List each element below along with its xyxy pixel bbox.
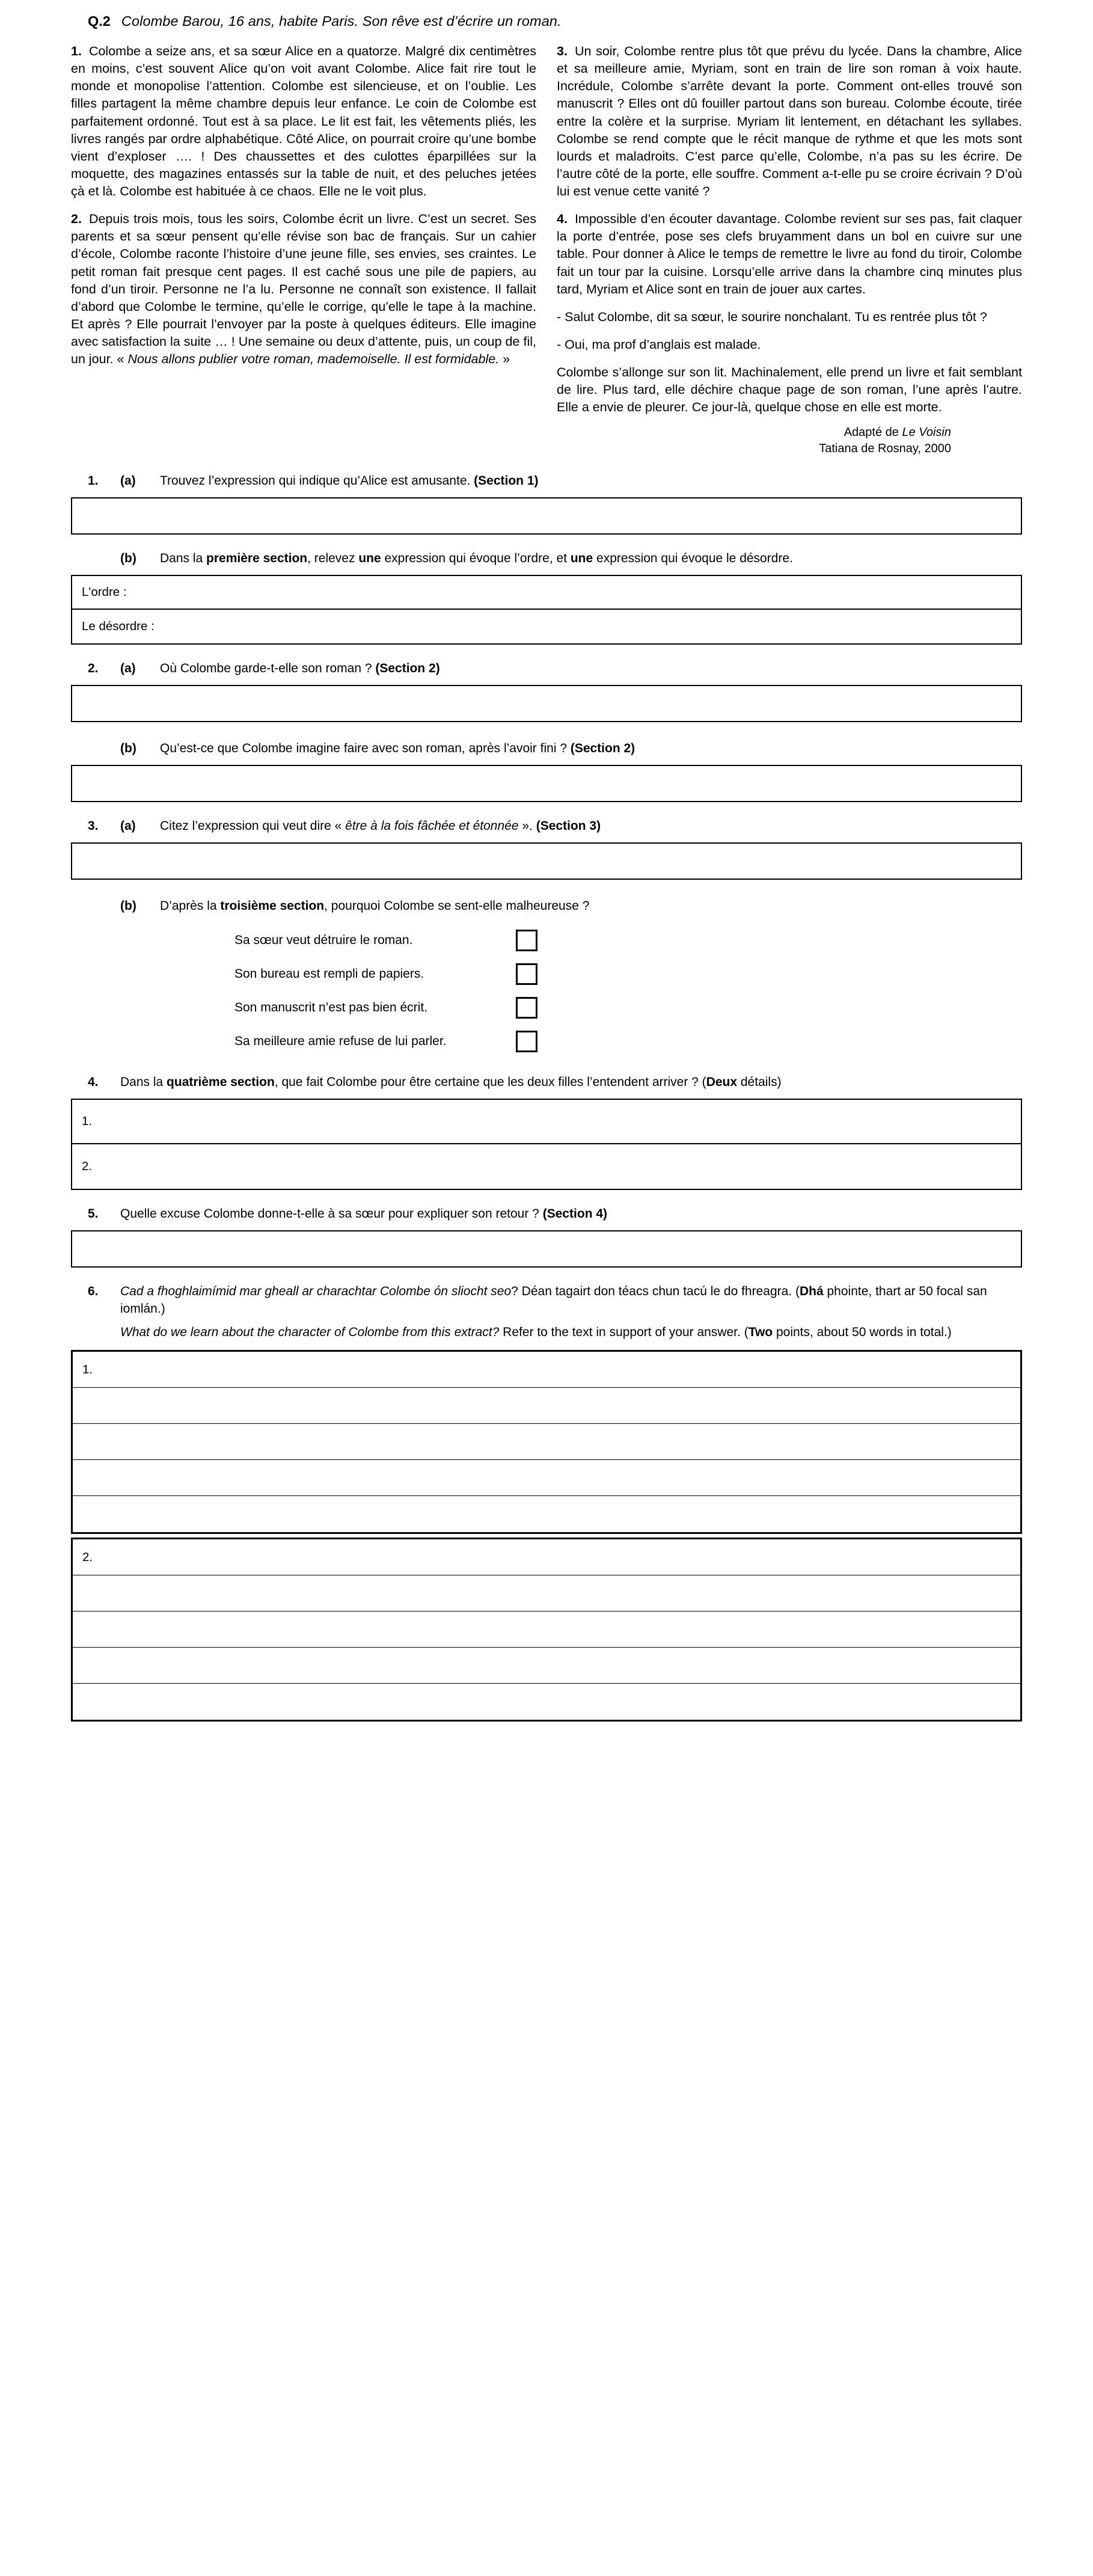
question-5 [71,1206,1022,1268]
answer-grid-6-1-line-3[interactable] [73,1424,1020,1460]
option-checkbox-1[interactable] [516,930,537,951]
question-6-english-row [88,1324,1022,1342]
question-1b-row [120,550,1022,568]
option-row-1 [234,924,1022,957]
question-3a-letter: (a) [120,819,136,833]
answer-grid-6-1-label: 1. [82,1362,93,1376]
question-group-intro: Colombe Barou, 16 ans, habite Paris. Son rêve est d’écrire un roman. [121,13,562,29]
passage-paragraph-4 [557,210,1022,298]
paragraph-text-4: Impossible d’en écouter davantage. Colombe revient sur ses pas, fait claquer la porte d’entrée, pose ses clefs bruyamment dans un bol en cuivre sur une table. Pour donner à Alice le temps de remettre le livre au fond du tiroir, Colombe fait un tour par la cuisine. Lorsqu’elle arrive dans la chambre cinq minutes plus tard, Myriam et Alice sont en train de jouer aux cartes. [557,212,1022,296]
paragraph-2-quote: Nous allons publier votre roman, mademoiselle. Il est formidable. [127,352,500,367]
question-3b-options [71,924,1022,1058]
question-group-number: Q.2 [88,13,111,29]
answer-row-desordre[interactable] [72,610,1021,643]
answer-grid-6-1-label-line[interactable] [73,1352,1020,1388]
option-row-3 [234,991,1022,1025]
paragraph-4-tail: Colombe s’allonge sur son lit. Machinalement, elle prend un livre et fait semblant de lire. Plus tard, elle déchire chaque page de son roman, l’une après l’autre. Elle a envie de pleurer. Ce jour-là, quelque chose en elle est morte. [557,365,1022,415]
answer-grid-6-2-line-3[interactable] [73,1612,1020,1648]
question-2a-row [88,660,1022,678]
option-label-4: Sa meilleure amie refuse de lui parler. [234,1034,447,1049]
answer-box-1a[interactable] [71,497,1022,535]
option-label-2: Son bureau est rempli de papiers. [234,967,424,981]
answer-grid-6-1-line-2[interactable] [73,1388,1020,1424]
question-5-row [88,1206,1022,1223]
answer-row-4-2[interactable] [72,1144,1021,1189]
answer-grid-6-1-line-5[interactable] [73,1496,1020,1532]
answer-row-desordre-label: Le désordre : [82,619,155,634]
question-4-row [88,1074,1022,1091]
question-2a-text: Où Colombe garde-t-elle son roman ? (Section 2) [160,661,440,676]
question-5-text: Quelle excuse Colombe donne-t-elle à sa sœur pour expliquer son retour ? (Section 4) [120,1207,608,1221]
answer-box-5[interactable] [71,1230,1022,1268]
option-checkbox-3[interactable] [516,997,537,1019]
question-2b-letter: (b) [120,741,136,756]
answer-row-4-1[interactable] [72,1100,1021,1144]
option-label-1: Sa sœur veut détruire le roman. [234,933,413,948]
option-checkbox-4[interactable] [516,1031,537,1052]
answer-grid-6-2-label: 2. [82,1550,93,1564]
question-3b-row [120,898,1022,915]
question-4 [71,1074,1022,1190]
answer-box-2b[interactable] [71,765,1022,802]
paragraph-text-3: Un soir, Colombe rentre plus tôt que prévu du lycée. Dans la chambre, Alice et sa meilleure amie, Myriam, sont en train de lire son roman à voix haute. Incrédule, Colombe s’arrête devant la porte. Comment ont-elles trouvé son manuscrit ? Elles ont dû fouiller partout dans son bureau. Colombe écoute, tirée entre la colère et la surprise. Myriam lit lentement, en détachant les syllabes. Colombe se rend compte que le récit manque de rythme et que les mots sont lourds et maladroits. C’est parce qu’elle, Colombe, n’a pas su les écrire. De l’autre côté de la porte, elle souffre. Comment a-t-elle pu se croire écrivain ? D’où lui est venue cette vanité ? [557,44,1022,198]
question-1a-text: Trouvez l’expression qui indique qu’Alice est amusante. (Section 1) [160,474,539,488]
question-3a-row [88,818,1022,835]
question-1 [71,473,1022,645]
answer-box-4 [71,1099,1022,1190]
question-1b-text: Dans la première section, relevez une expression qui évoque l’ordre, et une expression qui évoque le désordre. [160,551,793,566]
page-title [88,13,1022,29]
question-3b-letter: (b) [120,899,136,913]
passage-paragraph-2 [71,210,536,368]
question-3b-text: D’après la troisième section, pourquoi Colombe se sent-elle malheureuse ? [160,899,590,913]
paragraph-text-1: Colombe a seize ans, et sa sœur Alice en a quatorze. Malgré dix centimètres en moins, c’est souvent Alice qu’on voit avant Colombe. Alice fait rire tout le monde et monopolise l’attention. Colombe est silencieuse, et on l’oublie. Les filles partagent la même chambre depuis leur enfance. Le coin de Colombe est parfaitement ordonné. Tout est à sa place. Le lit est fait, les vêtements pliés, les livres rangés par ordre alphabétique. Côté Alice, on pourrait croire qu’une bombe vient d’exploser …. ! Des chaussettes et des culottes éparpillées sur la moquette, des magazines entassés sur la table de nuit, et des peluches jetées çà et là. Colombe est habituée à ce chaos. Elle ne le voit plus. [71,44,536,198]
question-6-number: 6. [88,1284,99,1299]
option-checkbox-2[interactable] [516,963,537,985]
question-2a-letter: (a) [120,661,136,676]
reading-passage [71,43,1022,416]
paragraph-number-2: 2. [71,212,82,227]
passage-paragraph-3 [557,43,1022,200]
answer-grid-6-2-label-line[interactable] [73,1539,1020,1575]
question-6-irish-text: Cad a fhoghlaimímid mar gheall ar charachtar Colombe ón sliocht seo? Déan tagairt don téacs chun tacú le do fhreagra. (Dhá phointe, thart ar 50 focal san iomlán.) [120,1284,987,1316]
paragraph-4-dialogue-1: - Salut Colombe, dit sa sœur, le sourire nonchalant. Tu es rentrée plus tôt ? [557,309,987,324]
question-2b-text: Qu’est-ce que Colombe imagine faire avec son roman, après l’avoir fini ? (Section 2) [160,741,635,756]
attribution-title: Le Voisin [902,426,951,440]
question-2b-row [120,740,1022,758]
passage-paragraph-1 [71,43,536,200]
answer-grid-6-point-1 [71,1350,1022,1534]
question-3a-text: Citez l’expression qui veut dire « être à la fois fâchée et étonnée ». (Section 3) [160,819,601,833]
paragraph-text-2: Depuis trois mois, tous les soirs, Colombe écrit un livre. C’est un secret. Ses parents et sa sœur pensent qu’elle révise son bac de français. Sur un cahier d’école, Colombe raconte l’histoire d’une jeune fille, ses envies, ses craintes. Le petit roman fait presque cent pages. Il est caché sous une pile de papiers, au fond d’un tiroir. Personne ne l’a lu. Personne ne connaît son existence. Il fallait d’abord que Colombe le termine, qu’elle le corrige, qu’elle le tape à la machine. Et après ? Elle pourrait l’envoyer par la poste à quelques éditeurs. Elle imagine avec satisfaction la suite … ! Une semaine ou deux d’attente, puis, un coup de fil, un jour. « [71,212,536,367]
answer-grid-6-2-line-4[interactable] [73,1648,1020,1684]
answer-grid-6-2-line-5[interactable] [73,1684,1020,1720]
attribution-prefix: Adapté de [843,426,902,440]
answer-box-3a[interactable] [71,842,1022,880]
question-3-number: 3. [88,819,99,833]
answer-row-4-2-label: 2. [82,1159,93,1174]
attribution [71,425,951,457]
answer-row-ordre-label: L'ordre : [82,585,127,600]
question-5-number: 5. [88,1207,99,1221]
question-1b-letter: (b) [120,551,136,566]
question-1a-letter: (a) [120,474,136,488]
question-1-number: 1. [88,474,99,488]
question-6-irish-row [88,1283,1022,1318]
answer-row-ordre[interactable] [72,576,1021,610]
answer-row-4-1-label: 1. [82,1114,93,1129]
paragraph-number-4: 4. [557,212,568,227]
attribution-source [71,425,951,441]
answer-grid-6-1-line-4[interactable] [73,1460,1020,1496]
question-1a-row [88,473,1022,490]
question-4-text: Dans la quatrième section, que fait Colombe pour être certaine que les deux filles l’entendent arriver ? (Deux détails) [120,1075,782,1090]
question-2 [71,660,1022,802]
paragraph-number-1: 1. [71,44,82,58]
paragraph-number-3: 3. [557,44,568,58]
answer-box-1b [71,575,1022,645]
passage-column-left [71,43,536,416]
question-2-number: 2. [88,661,99,676]
paragraph-2-quote-close: » [499,352,510,367]
option-row-2 [234,957,1022,991]
attribution-author: Tatiana de Rosnay, 2000 [819,442,951,456]
question-6-english-text: What do we learn about the character of Colombe from this extract? Refer to the text in support of your answer. (Two points, about 50 words in total.) [120,1325,952,1340]
answer-grid-6-point-2 [71,1538,1022,1722]
question-6 [71,1283,1022,1722]
passage-column-right [557,43,1022,416]
answer-grid-6-2-line-2[interactable] [73,1575,1020,1612]
option-label-3: Son manuscrit n’est pas bien écrit. [234,1001,427,1015]
option-row-4 [234,1025,1022,1058]
answer-box-2a[interactable] [71,685,1022,722]
paragraph-4-dialogue-2: - Oui, ma prof d’anglais est malade. [557,337,761,352]
question-4-number: 4. [88,1075,99,1090]
question-3 [71,818,1022,1058]
